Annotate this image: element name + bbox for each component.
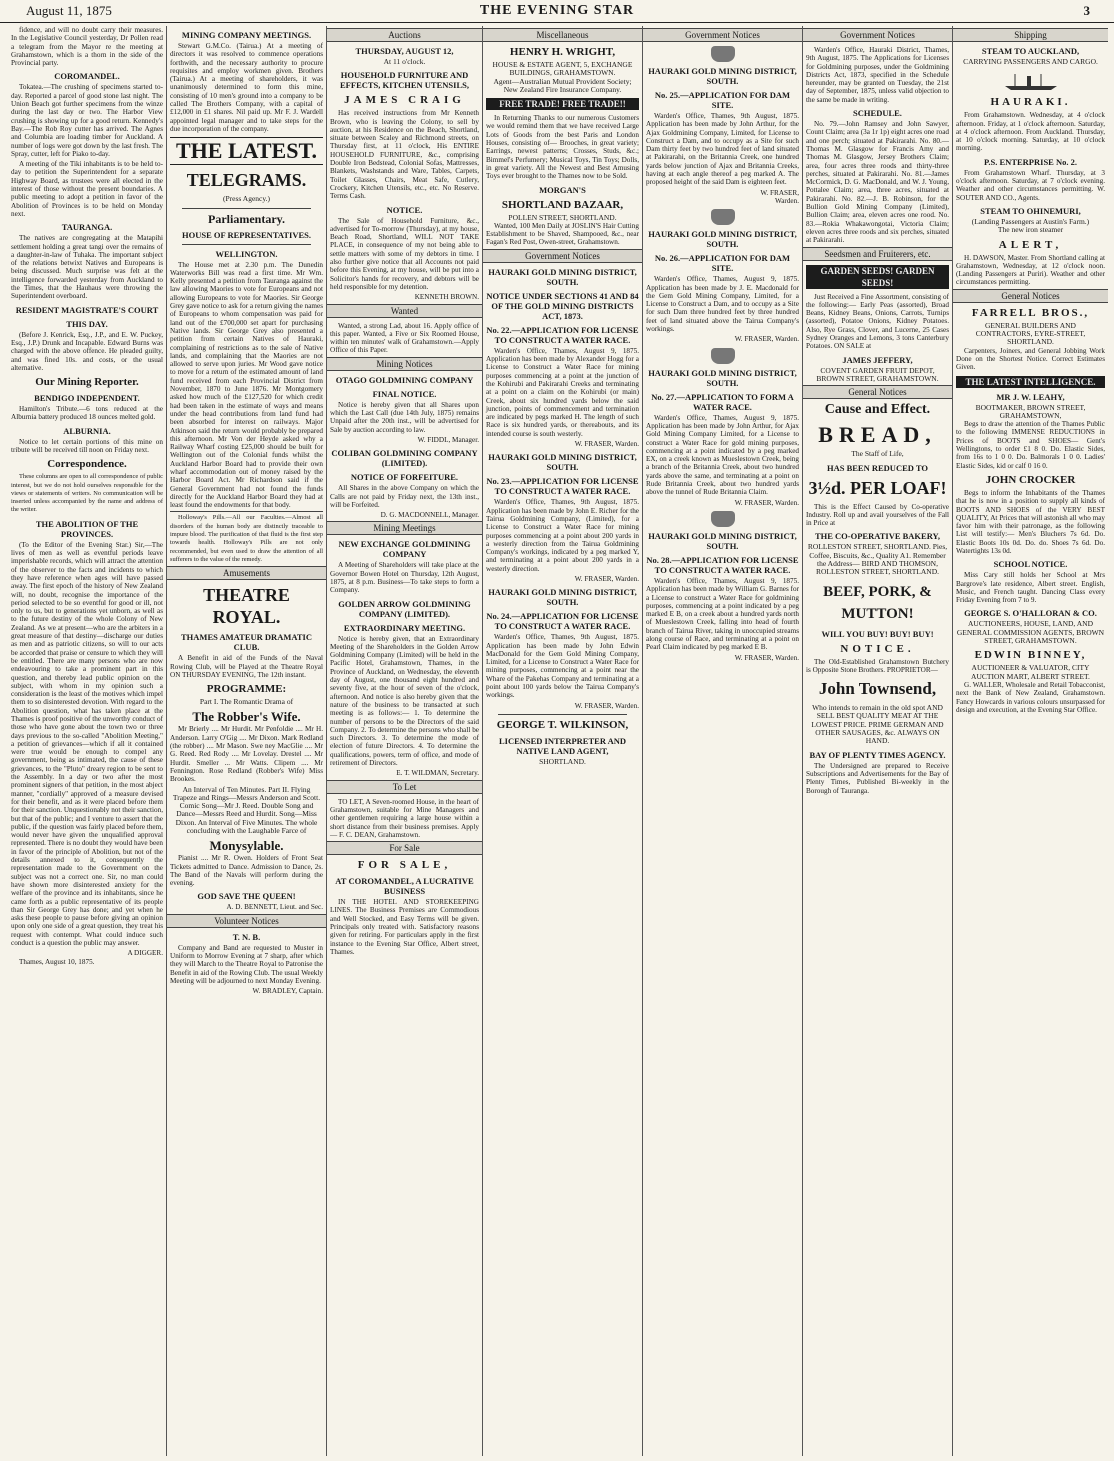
heading-hauraki-2: HAURAKI GOLD MINING DISTRICT, SOUTH. — [488, 452, 637, 473]
heading-app-24: No. 24.—APPLICATION FOR LICENSE TO CONSTRUCT A WATER RACE. — [486, 611, 639, 632]
heading-colliban: COLIBAN GOLDMINING COMPANY (LIMITED). — [331, 448, 478, 469]
section-general-notices: General Notices — [953, 289, 1108, 303]
section-general-notices: General Notices — [803, 385, 952, 399]
heading-mining-meetings: MINING COMPANY MEETINGS. — [181, 30, 312, 40]
section-mining-notices: Mining Notices — [327, 357, 482, 371]
heading-schedule: SCHEDULE. — [853, 108, 902, 119]
heading-programme: PROGRAMME: — [206, 683, 287, 696]
heading-wellington: WELLINGTON. — [215, 248, 278, 259]
section-government-notices: Government Notices — [483, 249, 642, 263]
section-government-notices: Government Notices — [803, 28, 952, 42]
heading-ohalloran: GEORGE S. O'HALLORAN & CO. — [964, 608, 1097, 619]
section-seedsmen: Seedsmen and Fruiterers, etc. — [803, 247, 952, 261]
heading-app-25: No. 25.—APPLICATION FOR DAM SITE. — [654, 90, 791, 110]
column-1: fidence, and will no doubt carry their measures. In the Legislative Council yesterday, Dr Pollen read a telegram from the Mayor re the meeting at Grahamstown, which is a thorn in the side of the Provincial party. COROMANDEL. Tokatea.—The crushing of specimens started to-day. Reported a parcel of good stone last night. The Union Beach got further specimens from the winze during the last day or two. The Harbor View crushing is showing up for a good return. Kennedy's Bay.—The Rob Roy cutter has arrived. The Agnes and Columbia are loading timber for Auckland. A number of logs were got down by the last fresh. The Spray, cutter, left for Piako to-day. A meeting of the Tiki inhabitants is to be held to-day to petition the Superintendent for a separate Highway Board, as trustees were all elected in the interest of those without the present boundaries. A public meeting to adopt a petition in favor of the Abolition of Provinces is to be held on Monday next. TAURANGA. The natives are congregating at the Matapihi settlement holding a great tangi over the remains of a daughter-in-law of Tuhaka. The important subject of the relations betwixt Natives and Europeans is being discussed. Much surprise was felt at the intelligence forwarded yesterday from Auckland to the Times, that the Hauhaus were throwing the Superintendent overboard. RESIDENT MAGISTRATE'S COURT THIS DAY. (Before J. Kenrick, Esq., J.P., and E. W. Puckey, Esq., J.P.) Drunk and Incapable. Edward Burns was charged with the above offence. He pleaded guilty, and was fined 10s. and costs, or the usual alternative. Our Mining Reporter. BENDIGO INDEPENDENT. Hamilton's Tribute.—6 tons reduced at the Alburnia battery produced 18 ounces melted gold. ALBURNIA. Notice to let certain portions of this mine on tribute will be received till noon on Friday next. Correspondence. These columns are open to all correspondence of public interest, but we do not hold ourselves responsible for the views or statements of writers. No communication will be inserted unless accompanied by the name and address of the writer. THE ABOLITION OF THE PROVINCES. (To the Editor of the Evening Star.) Sir,—The lives of men as well as eventful periods leave imperishable records, which will attract the attention of the observer to the facts and incidents to which they have reference when ages will have passed away. The first epoch of the history of New Zealand will, no doubt, recognise the importance of the period selected to be so eventful for good or ill, not only to us, but to generations yet unborn, as well as to the future destiny of the whole Colony of New Zealand. As we at present—who are the arbiters in a great measure of that destiny—discharge our duties as men and as patriotic citizens, so will to our acts be accorded that praise or censure to which they will be entitled. There are many persons who are now endeavouring to take a prominent part in this question, and thereby lead public opinion on the subject, with whom in my opinion such a consideration is the least of the motives which impel them to so disinterested devotion. With regard to the Abolition question, what has taken place at the Thames is proof positive of the unworthy conduct of those who have gone about the town two or three days previous to the so-called "Abolition Meeting," a petition of grievances—which if all it contained were true would be enough to compel any government, being as intimated, the cause of these grievances, to the "Pluto" dreary region to be sent to the Assembly. In a day or two after the most prominent signers of that petition, in the most abject manner, "cordially" approved of a measure devised for their benefit, and as it were placed before them for their sanction. Unquestionably not their sanction, but that of the public; and I venture to assert that the public, if the question was fairly placed before them, would never have given the unqualified approval represented. There is no doubt they would have been in favor of the principle of Abolition, but not of the details annexed to it, consequently the representation made to the Government on the subject was not a correct one. Sir, no man could have shown more disinterested anxiety for the welfare of the province and its inhabitants, since he came forth as a public representative of its people than Sir George Grey has done; and yet when he asks these people to pause before giving an opinion upon only one side of a great question, they treat his request with contempt. What could induce such conduct is a question the public may answer. A DIGGER. Thames, August 10, 1875. — [11, 26, 163, 966]
crown-seal-icon — [711, 46, 735, 62]
heading-hauraki-3: HAURAKI GOLD MINING DISTRICT, SOUTH. — [488, 587, 637, 608]
heading-alert: ALERT, — [998, 238, 1063, 251]
masthead — [0, 0, 1114, 23]
heading-hauraki-2: HAURAKI GOLD MINING DISTRICT, SOUTH. — [648, 229, 797, 250]
section-for-sale: For Sale — [327, 841, 482, 855]
heading-wright: HENRY H. WRIGHT, — [509, 46, 616, 58]
newspaper-title: THE EVENING STAR — [479, 3, 635, 18]
heading-robbers-wife: The Robber's Wife. — [192, 709, 301, 725]
heading-will-you-buy: WILL YOU BUY! BUY! BUY! — [821, 628, 934, 639]
heading-morgans: MORGAN'S — [539, 184, 586, 195]
crown-seal-icon — [711, 348, 735, 364]
heading-the-latest: THE LATEST. — [170, 137, 323, 165]
heading-school-notice: SCHOOL NOTICE. — [993, 559, 1068, 570]
heading-townsend: John Townsend, — [818, 679, 937, 699]
section-to-let: To Let — [327, 780, 482, 794]
column-6: Government Notices Warden's Office, Hauraki District, Thames, 9th August, 1875. The Applications for Licenses for Goldmining purposes, under the Goldmining Districts Act, 1873, specified in the Schedule hereunder, may be granted on Tuesday, the 21st day of September, 1875, unless valid objection to the same be made in writing. SCHEDULE. No. 79.—John Ramsey and John Sawyer, Count Claim; area (3a 1r 1p) eight acres one road and one perch; situated at Pakirarahi. No. 80.—Thomas M. Glasgow for Francis Amy and Thomas M. Glasgow, Jersey Brothers Claim; area, four acres three roods and thirty-three perches, situated at Pakirarahi. No. 81.—James McCormick, D. G. MacDonald, and W. J. Young, Pottalee Claim; area, three acres, situated at Pakirarahi. No. 82.—J. B. Robinson, for the Bullion Gold Mining Company (Limited), Bullion Claim; area, eleven acres one rood. No. 83.—Rokia Whakawongotai, Victoria Claim; eleven acres three roods and six perches, situated at Pakirarahi. Seedsmen and Fruiterers, etc. GARDEN SEEDS! GARDEN SEEDS! Just Received a Fine Assortment, consisting of the following:— Early Peas (assorted), Broad Beans, Kidney Beans, Onions, Carrots, Turnips (assorted), Potatoe Onions, Kidney Potatoes. Also, Rye Grass, Clover, and Lucerne, 25 Cases Sydney Oranges and Lemons, 3 tons Canterbury Potatoes. ON SALE at JAMES JEFFERY, COVENT GARDEN FRUIT DEPOT, BROWN STREET, GRAHAMSTOWN. General Notices Cause and Effect. BREAD, The Staff of Life, HAS BEEN REDUCED TO 3½d. PER LOAF! This is the Effect Caused by Co-operative Industry. Roll up and avail yourselves of the Fall in Price at THE CO-OPERATIVE BAKERY, ROLLESTON STREET, SHORTLAND. Pies, Coffee, Biscuits, &c., Quality A1. Remember the Address— BIRD AND THOMSON, ROLLESTON STREET, SHORTLAND. BEEF, PORK, & MUTTON! WILL YOU BUY! BUY! BUY! NOTICE. The Old-Established Grahamstown Butchery is Opposite Stone Brothers. PROPRIETOR— John Townsend, Who intends to remain in the old spot AND SELL BEST QUALITY MEAT AT THE LOWEST PRICE. PRIME GERMAN AND OTHER SAUSAGES, &c. ALWAYS ON HAND. BAY OF PLENTY TIMES AGENCY. The Undersigned are prepared to Receive Subscriptions and Advertisements for the Bay of Plenty Times, Published Bi-weekly in the Borough of Tauranga. — [802, 26, 952, 1456]
heading-extraordinary: EXTRAORDINARY MEETING. — [343, 622, 466, 633]
steamship-icon — [1001, 70, 1061, 92]
section-miscellaneous: Miscellaneous — [483, 28, 642, 42]
column-7: Shipping STEAM TO AUCKLAND, CARRYING PASSENGERS AND CARGO. HAURAKI. From Grahamstown. Wednesday, at 4 o'clock afternoon. Friday, at 1 o'clock afternoon. Saturday, at 4 o'clock afternoon. From Auckland. Thursday, at 10 o'clock morning. Saturday, at 10 o'clock morning. P.S. ENTERPRISE No. 2. From Grahamstown Wharf. Thursday, at 3 o'clock afternoon. Saturday, at 7 o'clock evening. Weather and other circumstances permitting. W. SOUTER AND CO., Agents. STEAM TO OHINEMURI, (Landing Passengers at Austin's Farm.) The new iron steamer ALERT, H. DAWSON, Master. From Shortland calling at Grahamstown, Wednesday, at 12 o'clock noon. (Landing Passengers at Puriri). Weather and other circumstances permitting. General Notices FARRELL BROS., GENERAL BUILDERS AND CONTRACTORS, EYRE-STREET, SHORTLAND. Carpenters, Joiners, and General Jobbing Work Done on the Shortest Notice. Correct Estimates Given. THE LATEST INTELLIGENCE. MR J. W. LEAHY, BOOTMAKER, BROWN STREET, GRAHAMSTOWN, Begs to draw the attention of the Thames Public to the following IMMENSE REDUCTIONS in Prices of BOOTS and SHOES— Gent's Wellingtons, to order £1 8 0. Do. Elastic Sides, from 16s to 1 0 0. Do. Balmorals 1 0 0. Ladies' Elastic Sides, kid or calf 0 16 0. JOHN CROCKER Begs to inform the Inhabitants of the Thames that he is now in a position to supply all kinds of BOOTS AND SHOES of the VERY BEST QUALITY, At Prices that will astonish all who may favor him with their patronage, as the following List will testify:— Men's Bluchers 7s 6d. Do. Elastic Boots 10s 0d. Do. do. Shoes 7s 6d. Do. Watertights 13s 0d. SCHOOL NOTICE. Miss Cary still holds her School at Mrs Bargrove's late residence, Albert street. English, Music, and French taught. Dancing Class every Friday Evening from 7 to 9. GEORGE S. O'HALLORAN & CO. AUCTIONEERS, HOUSE, LAND, AND GENERAL COMMISSION AGENTS, BROWN STREET, GRAHAMSTOWN. EDWIN BINNEY, AUCTIONEER & VALUATOR, CITY AUCTION MART, ALBERT STREET. G. WALLER, Wholesale and Retail Tobacconist, next the Bank of New Zealand, Grahamstown. Fancy Howcards in various colours unsurpassed for design and execution, at the Evening Star Office. — [952, 26, 1108, 1456]
letter-signature: A DIGGER. — [127, 949, 163, 958]
heading-this-day: THIS DAY. — [66, 318, 108, 329]
section-volunteer: Volunteer Notices — [167, 914, 326, 928]
heading-parliamentary: Parliamentary. — [208, 211, 285, 226]
staff-of-life: The Staff of Life, — [851, 449, 904, 459]
heading-tauranga: TAURANGA. — [61, 222, 113, 233]
heading-forfeiture: NOTICE OF FORFEITURE. — [350, 472, 459, 483]
heading-otago: OTAGO GOLDMINING COMPANY — [335, 374, 474, 385]
heading-coromandel: COROMANDEL. — [54, 71, 120, 82]
heading-crocker: JOHN CROCKER — [985, 473, 1076, 486]
heading-latest-intelligence: THE LATEST INTELLIGENCE. — [956, 376, 1105, 388]
heading-bendigo: BENDIGO INDEPENDENT. — [34, 393, 140, 404]
heading-free-trade: FREE TRADE! FREE TRADE!! — [486, 98, 639, 110]
column-4: Miscellaneous HENRY H. WRIGHT, HOUSE & ESTATE AGENT, 5, EXCHANGE BUILDINGS, GRAHAMSTOWN. Agent—Australian Mutual Provident Society; New Zealand Fire Insurance Company. FREE TRADE! FREE TRADE!! In Returning Thanks to our numerous Customers we would remind them that we have received Large Lots of Goods from the best Paris and London Houses, consisting of— Brooches, in great variety; Earrings, newest patterns; Crosses, Studs, &c.; Bimmel's Perfumery; Musical Toys, Tin Toys; Dolls, in great variety. All the Newest and Best Amusing Toys ever brought to the Thames now to be Sold. MORGAN'S SHORTLAND BAZAAR, POLLEN STREET, SHORTLAND. Wanted, 100 Men Daily at JOSLIN'S Hair Cutting Establishment to be Shaved, Shampooed, &c., near Fagan's Red Post, Owen-street, Grahamstown. Government Notices HAURAKI GOLD MINING DISTRICT, SOUTH. NOTICE UNDER SECTIONS 41 AND 84 OF THE GOLD MINING DISTRICTS ACT, 1873. No. 22.—APPLICATION FOR LICENSE TO CONSTRUCT A WATER RACE. Warden's Office, Thames, August 9, 1875. Application has been made by Alexander Hogg for a License to Construct a Water Race for mining purposes commencing at a point at the junction of the Kohirubi and Pakirarahi Creeks and terminating at a point on a claim on the Kohirubi (or main) Creek, about six hundred yards below the said junction, points of commencement and termination are indicated by pegs marked H. The length of such Race is six hundred yards, or thereabouts, and its intended course is south westerly. W. FRASER, Warden. HAURAKI GOLD MINING DISTRICT, SOUTH. No. 23.—APPLICATION FOR LICENSE TO CONSTRUCT A WATER RACE. Warden's Office, Thames, 9th August, 1875. Application has been made by John E. Richer for the Tairua Goldmining Company, (Limited), for a License to Construct a Water Race for mining purposes commencing at a point about 200 yards in a westerly direction from the Tairua Goldmining Company's workings, indicated by a peg marked Y, and terminating at a point about 200 yards in a westerly direction. W. FRASER, Warden. HAURAKI GOLD MINING DISTRICT, SOUTH. No. 24.—APPLICATION FOR LICENSE TO CONSTRUCT A WATER RACE. Warden's Office, Thames, 9th August, 1875. Application has been made by John Edwin MacDonald for the Gem Gold Mining Company, Limited, for a License to Construct a Water Race for mining purposes, commencing at a point near the Whare of the Pakehas Company and terminating at a point about 100 yards below the Tairua Company's workings. W. FRASER, Warden. GEORGE T. WILKINSON, LICENSED INTERPRETER AND NATIVE LAND AGENT, SHORTLAND. — [482, 26, 642, 1456]
heading-sections-1: NOTICE UNDER SECTIONS 41 AND 84 OF THE GOLD MINING DISTRICTS ACT, 1873. — [486, 290, 639, 321]
heading-cause-effect: Cause and Effect. — [824, 402, 931, 418]
section-auctions: Auctions — [327, 28, 482, 42]
heading-coromandel-business: AT COROMANDEL, A LUCRATIVE BUSINESS — [335, 876, 474, 897]
heading-farrell: FARRELL BROS., — [971, 306, 1090, 319]
heading-household: HOUSEHOLD FURNITURE AND EFFECTS, KITCHEN UTENSILS, — [340, 70, 469, 91]
issue-date: August 11, 1875 — [26, 3, 112, 18]
heading-for-sale: FOR SALE, — [357, 859, 452, 872]
heading-hauraki-3: HAURAKI GOLD MINING DISTRICT, SOUTH. — [648, 367, 797, 388]
heading-steam-auckland: STEAM TO AUCKLAND, — [981, 46, 1080, 56]
column-2: MINING COMPANY MEETINGS. Stewart G.M.Co. (Tairua.) At a meeting of directors it was resolved to commence operations forthwith, and the necessary authority to procure requisites and employ workmen given. Brothers (Tairua.) At a meeting of shareholders, it was unanimously determined to form this mine, consisting of 10 men's ground into a company to be called The Brothers Company, with a capital of £12,000 in £1 shares. Nil paid up. Mr F. J. Wardell appointed legal manager and to take steps for the due incorporation of the company. THE LATEST. TELEGRAMS. (Press Agency.) Parliamentary. HOUSE OF REPRESENTATIVES. WELLINGTON. The House met at 2.30 p.m. The Dunedin Waterworks Bill was read a first time. Mr Wm. Kelly presented a petition from Tauranga against the law allowing Maories to vote for Europeans and not allowing Europeans to vote for Maories. Sir George Grey gave notice to ask for a return giving the names of Europeans to whom compensation was paid for land out of the £700,000 set apart for purchasing Native lands. Sir George Grey also presented a petition from certain Natives of Hauraki, complaining of restrictions as to the sale of Native lands, and complaining that the Maories are not allowed to serve upon juries. Mr Wood gave notice to move for a return of the estimated amount of land fund received from each Provincial District from November, 1870 to June 1876. Mr Montgomery asked how much of the £127,520 for which credit had been taken in the estimate of ways and means under the head contributions from land fund had been absorbed for interest on railways. Major Atkinson said the return would probably be prepared this afternoon. Mr Von der Heyde asked why a Railway Wharf costing £25,000 should be built for Wellington out of the Colonial funds whilst the Auckland Harbor Board had to provide their own wharf accommodation out of money raised by the Harbor Board Act. Mr Richardson said if the General Government had not found the funds directly for the Auckland Harbor Board they had at least found the endowments for that body. Holloway's Pills.—All our Faculties.—Almost all disorders of the human body are distinctly traceable to impure blood. The purification of that fluid is the first step towards health. Holloway's Pills are not only recommended, but even used to draw the attention of all sufferers to the value of the remedy. Amusements THEATRE ROYAL. THAMES AMATEUR DRAMATIC CLUB. A Benefit in aid of the Funds of the Naval Rowing Club, will be Played at the Theatre Royal ON THURSDAY EVENING, The 12th instant. PROGRAMME: Part I. The Romantic Drama of The Robber's Wife. Mr Brierly .... Mr Hurdit. Mr Penfoldie .... Mr H. Anderson. Larry O'Gig .... Mr Dixon. Mark Redland (the robber) .... Mr Mason. Swe ney MacGlie .... Mr G. Reed. Red Rody .... Mr Lovelay. Drestel .... Mr Hurdit. Smeller ... Mr Watts. Clipem .... Mr Fennington. Rose Redland (Robber's Wife) Miss Brookes. An Interval of Ten Minutes. Part II. Flying Trapeze and Rings—Messrs Anderson and Scott. Comic Song—Mr J. Reed. Double Song and Dance—Messrs Reed and Hurdit. Song—Miss Dixon. An Interval of Five Minutes. The whole concluding with the Laughable Farce of Monysylable. Pianist .... Mr R. Owen. Holders of Front Seat Tickets admitted to Dance. Admission to Dance, 2s. The Band of the Navals will perform during the evening. GOD SAVE THE QUEEN! A. D. BENNETT, Lieut. and Sec. Volunteer Notices T. N. B. Company and Band are requested to Muster in Uniform to Morrow Evening at 7 sharp, after which they will March to the Theatre Royal to Patronise the Benefit in aid of the Rowing Club. The usual Weekly Meeting will be adjourned to next Monday Evening. W. BRADLEY, Captain. — [166, 26, 326, 1456]
auction-date: THURSDAY, AUGUST 12, — [355, 46, 454, 56]
heading-theatre-royal: THEATRE ROYAL. — [203, 585, 290, 628]
heading-app-23: No. 23.—APPLICATION FOR LICENSE TO CONSTRUCT A WATER RACE. — [486, 476, 639, 497]
heading-notice: NOTICE. — [386, 204, 423, 215]
heading-bread: BREAD, — [818, 422, 937, 448]
heading-alburnia: ALBURNIA. — [63, 425, 111, 436]
heading-steam-ohinemuri: STEAM TO OHINEMURI, — [980, 205, 1081, 216]
heading-garden-seeds: GARDEN SEEDS! GARDEN SEEDS! — [806, 265, 949, 289]
column-5: Government Notices HAURAKI GOLD MINING DISTRICT, SOUTH. No. 25.—APPLICATION FOR DAM SITE. Warden's Office, Thames, 9th August, 1875. Application has been made by John Arthur, for the Ajax Goldmining Company, Limited, for License to Construct a Dam, and to occupy as a Site for such Dam thirty feet by two hundred feet of land situated at Pakirarahi, on the Britannia Creek, one hundred yards below junction of Ajax and Britannia Creeks, having at each angle thereof a peg marked A. The proposed height of the said Dam is eighteen feet. W. FRASER, Warden. HAURAKI GOLD MINING DISTRICT, SOUTH. No. 26.—APPLICATION FOR DAM SITE. Warden's Office, Thames, August 9, 1875. Application has been made by J. E. Macdonald for the Gem Gold Mining Company, Limited, for a License to Construct a Dam, and to occupy as a Site for such Dam three hundred feet by three hundred feet of land situated above the Tairua Company's workings. W. FRASER, Warden. HAURAKI GOLD MINING DISTRICT, SOUTH. No. 27.—APPLICATION TO FORM A WATER RACE. Warden's Office, Thames, August 9, 1875. Application has been made by John Arthur, for Ajax Gold Mining Company Limited, for a License to construct a Water Race for gold mining purposes, commencing at a point indicated by a peg marked EX, on a creek known as Mueslestown Creek, being a branch of the Britannia Creek, about two hundred yards above the same, and terminating at a point on Rude Britannia Creek, about two hundred yards above the tunnel of Rude Britannia Claim. W. FRASER, Warden. HAURAKI GOLD MINING DISTRICT, SOUTH. No. 28.—APPLICATION FOR LICENSE TO CONSTRUCT A WATER RACE. Warden's Office, Thames, August 9, 1875. Application has been made by William G. Barnes for a License to construct a Water Race for goldmining purposes, commencing at a point indicated by a peg marked E B, on a creek about a hundred yards north of Mueslestown Creek, falling into head of fourth branch of Tairua River, taking in unoccupied streams along course of Race, and terminating at a point on Pearl Claim indicated by peg marked E B. W. FRASER, Warden. — [642, 26, 802, 1456]
heading-correspondence: Correspondence. — [47, 458, 127, 471]
heading-golden-arrow: GOLDEN ARROW GOLDMINING COMPANY (LIMITED). — [338, 598, 471, 619]
heading-telegrams: TELEGRAMS. — [186, 170, 307, 191]
heading-binney: EDWIN BINNEY, — [974, 649, 1087, 662]
crown-seal-icon — [711, 511, 735, 527]
heading-hauraki-1: HAURAKI GOLD MINING DISTRICT, SOUTH. — [648, 66, 797, 86]
heading-bazaar: SHORTLAND BAZAAR, — [501, 198, 624, 211]
letter-dateline: Thames, August 10, 1875. — [19, 957, 95, 966]
press-agency: (Press Agency.) — [222, 194, 270, 204]
heading-monysylable: Monysylable. — [209, 838, 284, 854]
heading-amateur-club: THAMES AMATEUR DRAMATIC CLUB. — [181, 632, 312, 653]
heading-abolition: THE ABOLITION OF THE PROVINCES. — [35, 518, 139, 539]
section-government-notices: Government Notices — [643, 28, 802, 42]
heading-james-craig: JAMES CRAIG — [344, 94, 465, 107]
section-shipping: Shipping — [953, 28, 1108, 42]
heading-tnb: T. N. B. — [232, 931, 261, 942]
heading-resident-court: RESIDENT MAGISTRATE'S COURT — [15, 304, 159, 315]
heading-house: HOUSE OF REPRESENTATIVES. — [181, 229, 312, 240]
page-number: 3 — [1083, 3, 1090, 18]
heading-price: 3½d. PER LOAF! — [808, 477, 947, 498]
heading-hauraki-ship: HAURAKI. — [990, 96, 1071, 109]
heading-cooperative-bakery: THE CO-OPERATIVE BAKERY, — [814, 531, 941, 542]
heading-hauraki-4: HAURAKI GOLD MINING DISTRICT, SOUTH. — [648, 530, 797, 551]
heading-app-26: No. 26.—APPLICATION FOR DAM SITE. — [654, 253, 791, 274]
heading-notice: NOTICE. — [840, 642, 915, 655]
heading-app-28: No. 28.—APPLICATION FOR LICENSE TO CONSTRUCT A WATER RACE. — [646, 554, 799, 575]
heading-new-exchange: NEW EXCHANGE GOLDMINING COMPANY — [338, 539, 471, 560]
heading-app-27: No. 27.—APPLICATION TO FORM A WATER RACE. — [651, 391, 794, 412]
signer-1: W. FRASER, — [760, 188, 799, 197]
heading-beef-pork-mutton: BEEF, PORK, & MUTTON! — [823, 583, 932, 622]
section-amusements: Amusements — [167, 566, 326, 580]
heading-final-notice: FINAL NOTICE. — [372, 388, 437, 399]
column-3: Auctions THURSDAY, AUGUST 12, At 11 o'clock. HOUSEHOLD FURNITURE AND EFFECTS, KITCHEN UTENSILS, JAMES CRAIG Has received instructions from Mr Kenneth Brown, who is leaving the Colony, to sell by auction, at his Residence on the Beach, Shortland, situate between Scaley and Richmond streets, on Thursday first, at 11 o'clock, His ENTIRE HOUSEHOLD FURNITURE, &c., comprising Double Iron Bedstead, Colonial Sofas, Mattresses, Blankets, Washstands and Ware, Tables, Carpets, Toilet Glasses, Chairs, Meat Safe, Cutlery, Crockery, Kitchen Utensils, etc., etc. No Reserve. Terms Cash. NOTICE. The Sale of Household Furniture, &c., advertised for To-morrow (Thursday), at my house, Beach Road, Shortland, WILL NOT TAKE PLACE, in consequence of my not being able to settle matters with some of my debtors in time. I also further give notice that all Accounts not paid before this Evening, at my house, will be put into a Solicitor's hands for recovery, and debtors will be held responsible for my detention. KENNETH BROWN. Wanted Wanted, a strong Lad, about 16. Apply office of this paper. Wanted, a Five or Six Roomed House, within ten minutes' walk of Grahamstown.—Apply Office of this Paper. Mining Notices OTAGO GOLDMINING COMPANY FINAL NOTICE. Notice is hereby given that all Shares upon which the Last Call (due 14th July, 1875) remains Unpaid after the 20th inst., will be advertised for Sale by auction according to law. W. FIDDL, Manager. COLIBAN GOLDMINING COMPANY (LIMITED). NOTICE OF FORFEITURE. All Shares in the above Company on which the Calls are not paid by Friday next, the 13th inst., will be Forfeited. D. G. MACDONNELL, Manager. Mining Meetings NEW EXCHANGE GOLDMINING COMPANY A Meeting of Shareholders will take place at the Governor Bowen Hotel on Thursday, 12th August, 1875, at 8 p.m. Business—To take steps to form a Company. GOLDEN ARROW GOLDMINING COMPANY (LIMITED). EXTRAORDINARY MEETING. Notice is hereby given, that an Extraordinary Meeting of the Shareholders in the Golden Arrow Goldmining Company (Limited) will be held in the Pacific Hotel, Grahamstown, Thames, in the Province of Auckland, on Wednesday, the eleventh day of August, one thousand eight hundred and seventy five, at the hour of seven of the o'clock, afternoon. And notice is also hereby given that the nature of the business to be transacted at such meeting is as follows:— 1. To determine the number of persons to be the Directors of the said Company. 2. To determine the persons who shall be such Directors. 3. To determine the mode of election of future Directors. 4. To determine the qualifications, powers, term of office, and mode of retirement of Directors. E. T. WILDMAN, Secretary. To Let TO LET, A Seven-roomed House, in the heart of Grahamstown, suitable for Mine Managers and other gentlemen requiring a large house within a short distance from their business premises. Apply— F. C. DEAN, Grahamstown. For Sale FOR SALE, AT COROMANDEL, A LUCRATIVE BUSINESS IN THE HOTEL AND STOREKEEPING LINES. The Business Premises are Commodious and Well Stocked, and Easy Terms will be given. Principals only treated with. Satisfactory reasons given for retiring. For particulars apply in the first instance to the Evening Star Office, Albert street, Thames. — [326, 26, 482, 1456]
heading-leahy: MR J. W. LEAHY, — [996, 391, 1065, 402]
heading-bay-of-plenty: BAY OF PLENTY TIMES AGENCY. — [809, 749, 946, 760]
heading-interpreter: LICENSED INTERPRETER AND NATIVE LAND AGENT, — [498, 735, 627, 756]
heading-wilkinson: GEORGE T. WILKINSON, — [496, 718, 629, 731]
heading-enterprise: P.S. ENTERPRISE No. 2. — [984, 156, 1077, 167]
page-columns — [8, 26, 1108, 1456]
crown-seal-icon — [711, 209, 735, 225]
section-wanted: Wanted — [327, 304, 482, 318]
section-mining-meetings: Mining Meetings — [327, 521, 482, 535]
heading-jeffery: JAMES JEFFERY, — [842, 354, 913, 365]
god-save-queen: GOD SAVE THE QUEEN! — [197, 891, 296, 902]
heading-app-22: No. 22.—APPLICATION FOR LICENSE TO CONSTRUCT A WATER RACE. — [486, 324, 639, 345]
heading-hauraki-1: HAURAKI GOLD MINING DISTRICT, SOUTH. — [488, 266, 637, 287]
heading-mining-reporter: Our Mining Reporter. — [35, 376, 139, 389]
